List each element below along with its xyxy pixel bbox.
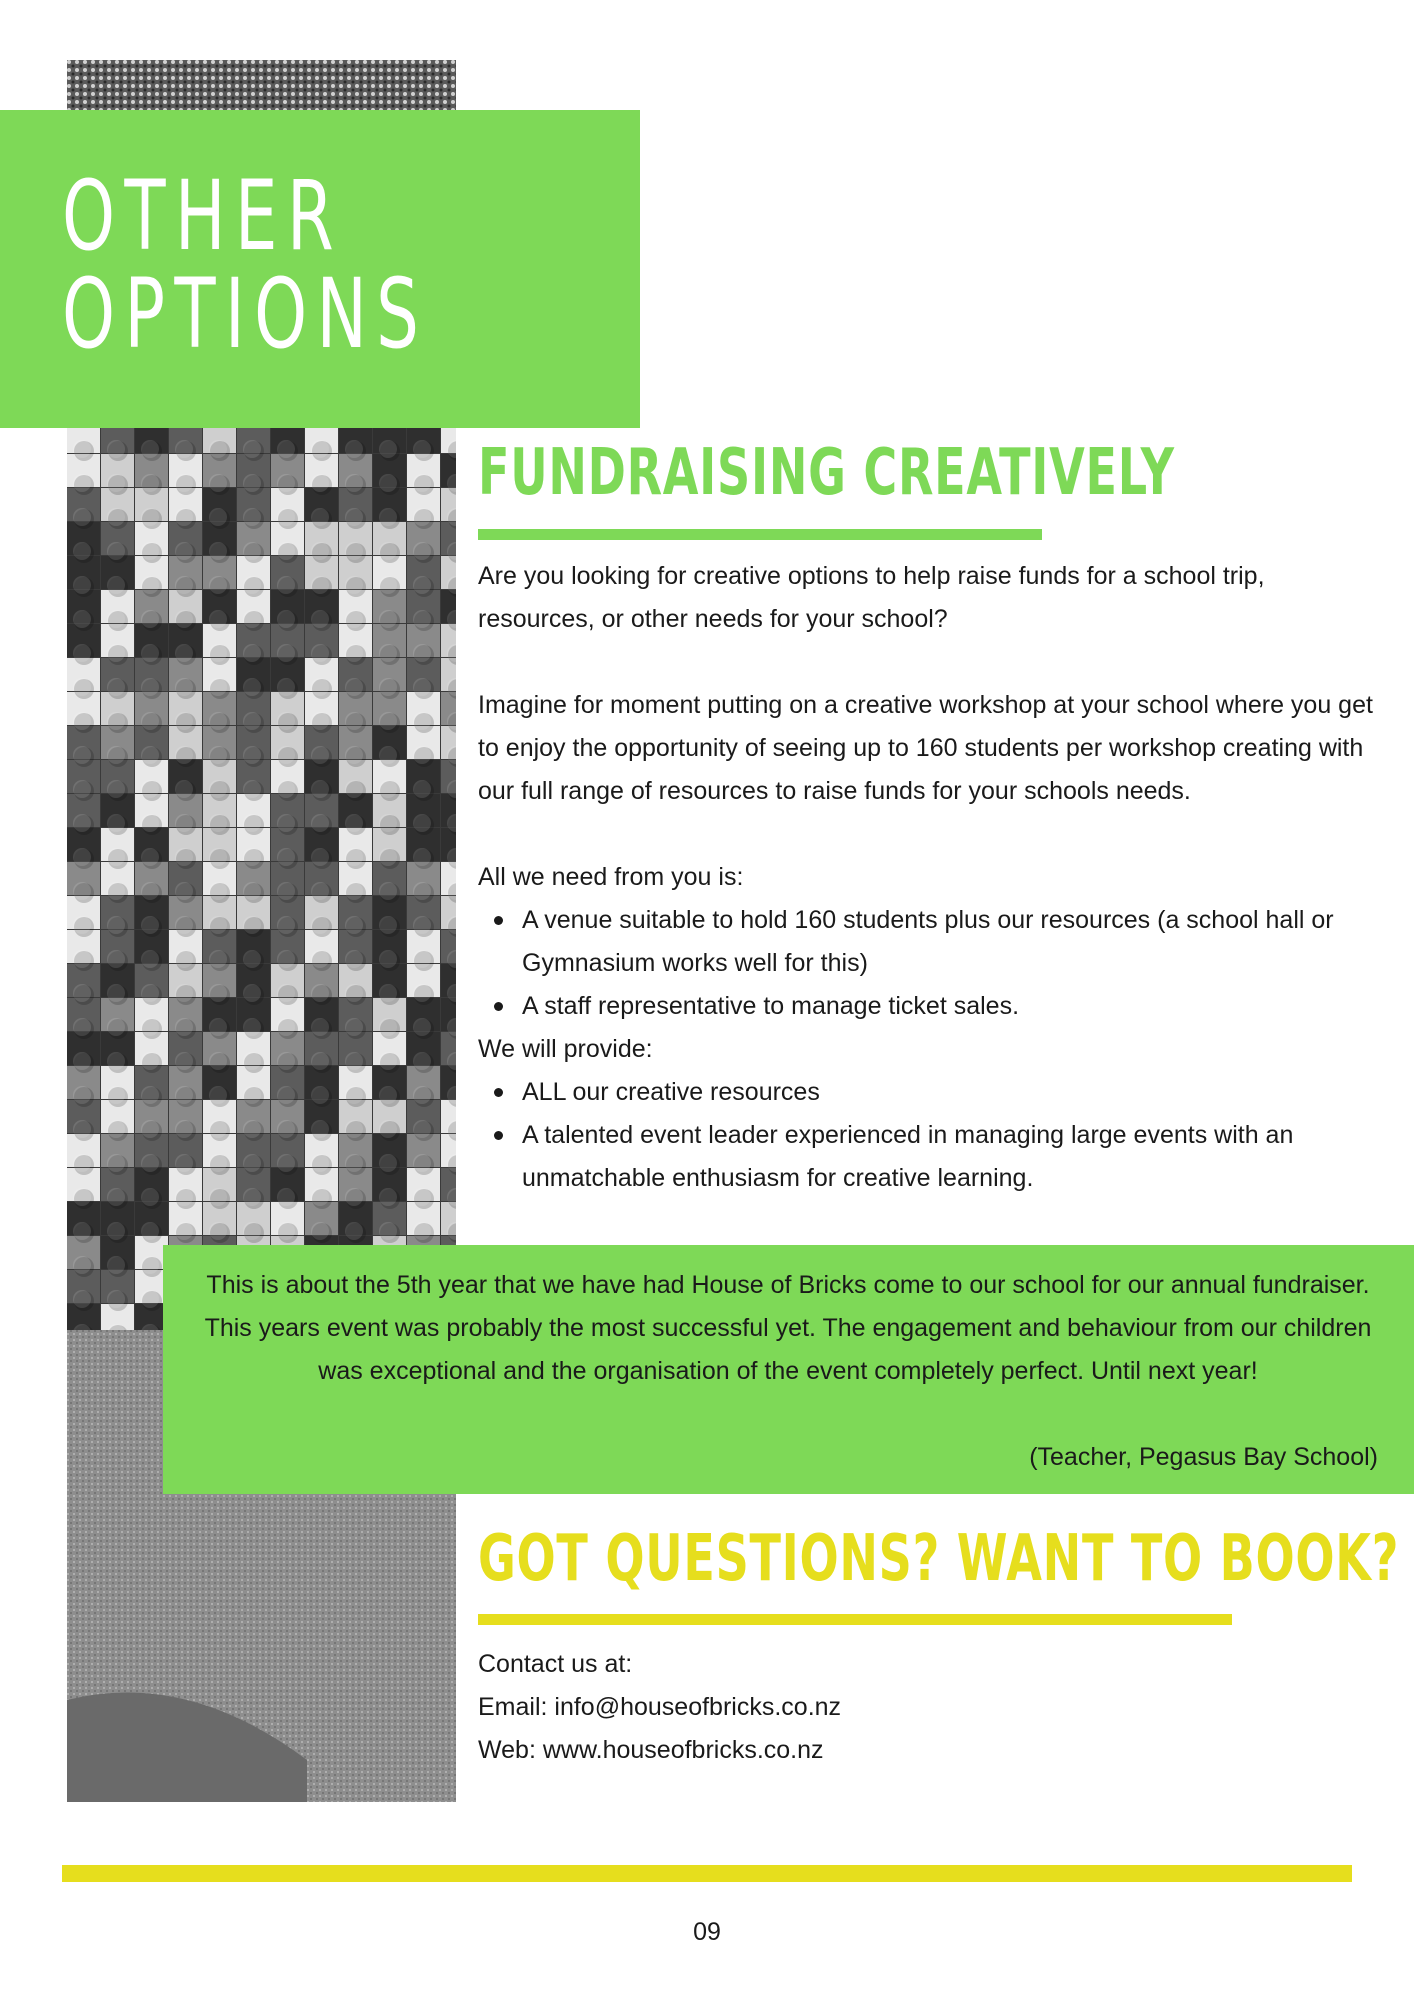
list-item: A staff representative to manage ticket sales. — [522, 985, 1388, 1028]
testimonial-citation: (Teacher, Pegasus Bay School) — [1029, 1443, 1378, 1471]
paragraph-spacer — [478, 641, 1388, 684]
page-title-block — [0, 110, 640, 428]
booking-heading: GOT QUESTIONS? WANT TO BOOK? — [478, 1522, 1400, 1596]
fundraising-heading-underline — [478, 529, 1042, 540]
web-link[interactable]: Web: www.houseofbricks.co.nz — [478, 1736, 824, 1764]
contact-details — [478, 1643, 1388, 1772]
testimonial-box — [163, 1245, 1414, 1494]
page-title-line-1: OTHER — [62, 160, 343, 272]
booking-heading-underline — [478, 1614, 1232, 1625]
email-link[interactable]: Email: info@houseofbricks.co.nz — [478, 1693, 842, 1721]
page-number: 09 — [693, 1918, 721, 1946]
fundraising-heading: FUNDRAISING CREATIVELY — [478, 436, 1175, 510]
paragraph-spacer — [478, 813, 1388, 856]
provide-list — [478, 1071, 1388, 1200]
contact-label: Contact us at: — [478, 1650, 633, 1678]
need-label: All we need from you is: — [478, 863, 744, 891]
testimonial-text: This is about the 5th year that we have had House of Bricks come to our school for our annual fundraiser. This years event was probably the most successful yet. The engagement and behaviour from our children was exceptional and the organisation of the event completely perfect. Until next year! — [204, 1271, 1372, 1385]
need-list — [478, 899, 1388, 1028]
intro-paragraph: Are you looking for creative options to help raise funds for a school trip, resources, or other needs for your school? — [478, 562, 1265, 633]
imagine-paragraph: Imagine for moment putting on a creative workshop at your school where you get to enjoy the opportunity of seeing up to 160 students per workshop creating with our full range of resources to raise funds for your schools needs. — [478, 691, 1373, 805]
list-item: A venue suitable to hold 160 students plus our resources (a school hall or Gymnasium works well for this) — [522, 899, 1388, 985]
fundraising-body — [478, 555, 1388, 1200]
list-item: A talented event leader experienced in managing large events with an unmatchable enthusiasm for creative learning. — [522, 1114, 1388, 1200]
provide-label: We will provide: — [478, 1035, 653, 1063]
list-item: ALL our creative resources — [522, 1071, 1388, 1114]
page-title-line-2: OPTIONS — [62, 258, 429, 370]
footer-rule — [62, 1865, 1352, 1882]
